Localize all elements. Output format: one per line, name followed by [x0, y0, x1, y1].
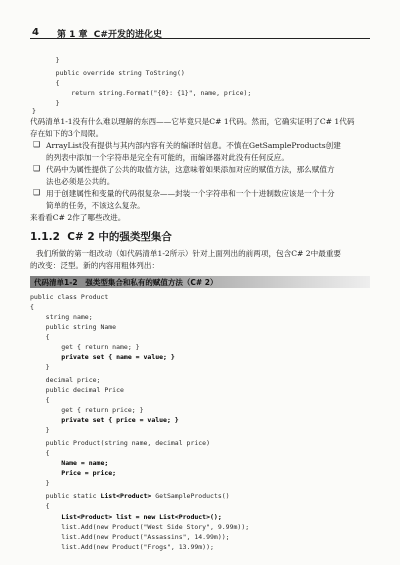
code-line: list.Add(new Product("West Side Story", 9.99m)); [30, 523, 250, 531]
paragraph-line: 我们所做的第一组改动（如代码清单1-2所示）针对上面列出的前两项，包含C# 2中最重要 [36, 249, 342, 258]
listing-label: 代码清单1-2 [34, 278, 78, 287]
chapter-title: 第 1 章 C#开发的进化史 [57, 30, 162, 40]
bullet-icon: ❑ [33, 140, 41, 149]
code-line: return string.Format("{0}: {1}", name, price); [40, 89, 252, 97]
code-line-bold: private set { name = value; } [30, 353, 175, 361]
paragraph-line: 代码清单1-1没有什么难以理解的东西——它毕竟只是C# 1代码。然而，它确实证明了C# 1代码 [30, 117, 355, 126]
section-title: C# 2 中的强类型集合 [67, 231, 172, 243]
code-fragment-bold: List<Product> [100, 492, 152, 500]
code-line: } [30, 479, 50, 487]
code-line: { [30, 449, 50, 457]
code-line: public string Name [30, 323, 117, 331]
paragraph-line: 来看看C# 2作了哪些改进。 [30, 213, 126, 222]
code-line: { [30, 502, 50, 510]
code-line-bold: Name = name; [30, 459, 109, 467]
list-item: 简单的任务，不该这么复杂。 [46, 201, 145, 210]
code-line: { [30, 303, 34, 311]
code-line: } [40, 99, 60, 107]
code-line: { [30, 396, 50, 404]
code-line: } [40, 56, 60, 64]
code-line: public decimal Price [30, 386, 124, 394]
paragraph-line: 的改变：泛型。新的内容用粗体列出： [30, 261, 160, 270]
code-line: public class Product [30, 293, 109, 301]
list-item: 用于创建属性和变量的代码很复杂——封装一个字符串和一个十进制数应该是一个十分 [46, 189, 335, 198]
list-item: ArrayList没有提供与其内部内容有关的编译时信息。不慎在GetSampleProducts创建 [46, 141, 341, 150]
paragraph-line: 存在如下的3个局限。 [30, 129, 104, 138]
code-line: } [30, 426, 50, 434]
code-line: public Product(string name, decimal price) [30, 439, 211, 447]
header-rule [30, 38, 370, 39]
code-line: get { return price; } [30, 406, 144, 414]
code-line-bold: Price = price; [30, 469, 117, 477]
code-fragment: public static [30, 492, 101, 500]
code-line-bold: private set { price = value; } [30, 416, 179, 424]
section-number: 1.1.2 [30, 231, 60, 243]
code-line: public override string ToString() [40, 69, 185, 77]
code-line-bold: List<Product> list = new List<Product>(); [30, 513, 222, 521]
code-line: { [30, 333, 50, 341]
bullet-icon: ❑ [33, 164, 41, 173]
code-fragment: GetSampleProducts() [151, 492, 230, 500]
bullet-icon: ❑ [33, 188, 41, 197]
list-item: 代码中为属性提供了公共的取值方法，这意味着如果添加对应的赋值方法，那么赋值方 [46, 165, 335, 174]
code-line: } [30, 363, 50, 371]
code-line-mixed [30, 491, 230, 501]
listing-title [34, 277, 218, 288]
code-line: } [32, 107, 36, 115]
page-number: 4 [32, 27, 39, 38]
section-heading [30, 229, 172, 244]
listing-caption: 强类型集合和私有的赋值方法（C# 2） [85, 278, 218, 287]
list-item: 法也必须是公共的。 [46, 177, 115, 186]
list-item: 的列表中添加一个字符串是完全有可能的，而编译器对此没有任何反应。 [46, 153, 289, 162]
code-line: { [40, 79, 60, 87]
code-line: string name; [30, 313, 93, 321]
code-line: list.Add(new Product("Assassins", 14.99m)); [30, 533, 230, 541]
code-line: get { return name; } [30, 343, 140, 351]
code-line: list.Add(new Product("Frogs", 13.99m)); [30, 543, 214, 551]
code-line: decimal price; [30, 376, 101, 384]
